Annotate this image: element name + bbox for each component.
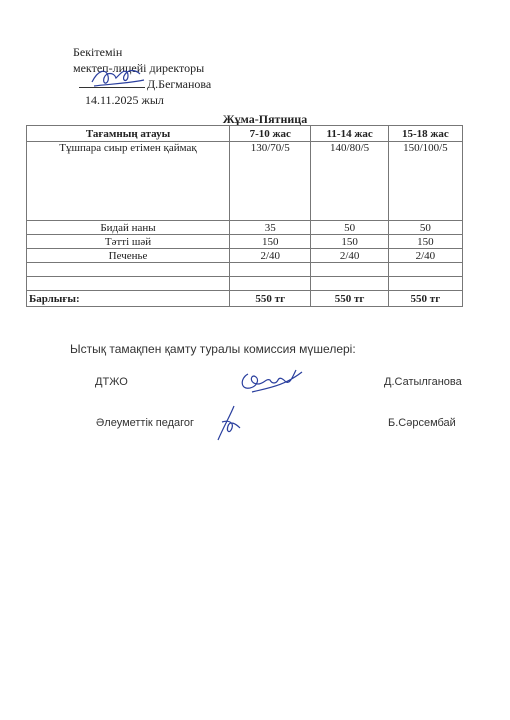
director-name: Д.Бегманова — [147, 77, 212, 91]
total-11-14: 550 тг — [311, 291, 388, 307]
portion-7-10: 150 — [230, 235, 311, 249]
approval-title: Бекітемін — [73, 45, 123, 59]
table-total-row — [27, 291, 463, 307]
total-7-10: 550 тг — [230, 291, 311, 307]
approval-position: мектеп-лицейі директоры — [73, 61, 205, 75]
table-row — [27, 142, 463, 221]
member-name: Д.Сатылганова — [384, 376, 462, 388]
member-signature — [238, 366, 306, 396]
dish-name: Бидай наны — [27, 221, 230, 235]
dish-name: Печенье — [27, 249, 230, 263]
portion-7-10: 2/40 — [230, 249, 311, 263]
member-name: Б.Сәрсембай — [388, 417, 456, 429]
member-role: Әлеуметтік педагог — [96, 417, 195, 429]
header-dish: Тағамның атауы — [27, 126, 230, 142]
portion-11-14: 2/40 — [311, 249, 388, 263]
header-age-15-18: 15-18 жас — [388, 126, 462, 142]
table-row — [27, 235, 463, 249]
portion-11-14: 150 — [311, 235, 388, 249]
dish-name: Тұшпара сиыр етімен қаймақ — [27, 142, 230, 221]
header-age-11-14: 11-14 жас — [311, 126, 388, 142]
member-role: ДТЖО — [95, 376, 128, 388]
director-signature — [88, 64, 148, 92]
table-row — [27, 249, 463, 263]
portion-7-10: 130/70/5 — [230, 142, 311, 221]
portion-15-18: 150 — [388, 235, 462, 249]
dish-name: Тәтті шәй — [27, 235, 230, 249]
total-label: Барлығы: — [27, 291, 230, 307]
header-age-7-10: 7-10 жас — [230, 126, 311, 142]
portion-11-14: 50 — [311, 221, 388, 235]
table-empty-row — [27, 277, 463, 291]
portion-15-18: 50 — [388, 221, 462, 235]
table-empty-row — [27, 263, 463, 277]
table-header-row — [27, 126, 463, 142]
member-signature — [214, 404, 244, 444]
approval-date: 14.11.2025 жыл — [85, 93, 164, 107]
commission-title: Ыстық тамақпен қамту туралы комиссия мүшелері: — [70, 342, 356, 356]
portion-15-18: 150/100/5 — [388, 142, 462, 221]
total-15-18: 550 тг — [388, 291, 462, 307]
menu-table — [26, 125, 463, 307]
portion-7-10: 35 — [230, 221, 311, 235]
table-row — [27, 221, 463, 235]
day-title: Жұма-Пятница — [222, 112, 308, 126]
portion-15-18: 2/40 — [388, 249, 462, 263]
portion-11-14: 140/80/5 — [311, 142, 388, 221]
